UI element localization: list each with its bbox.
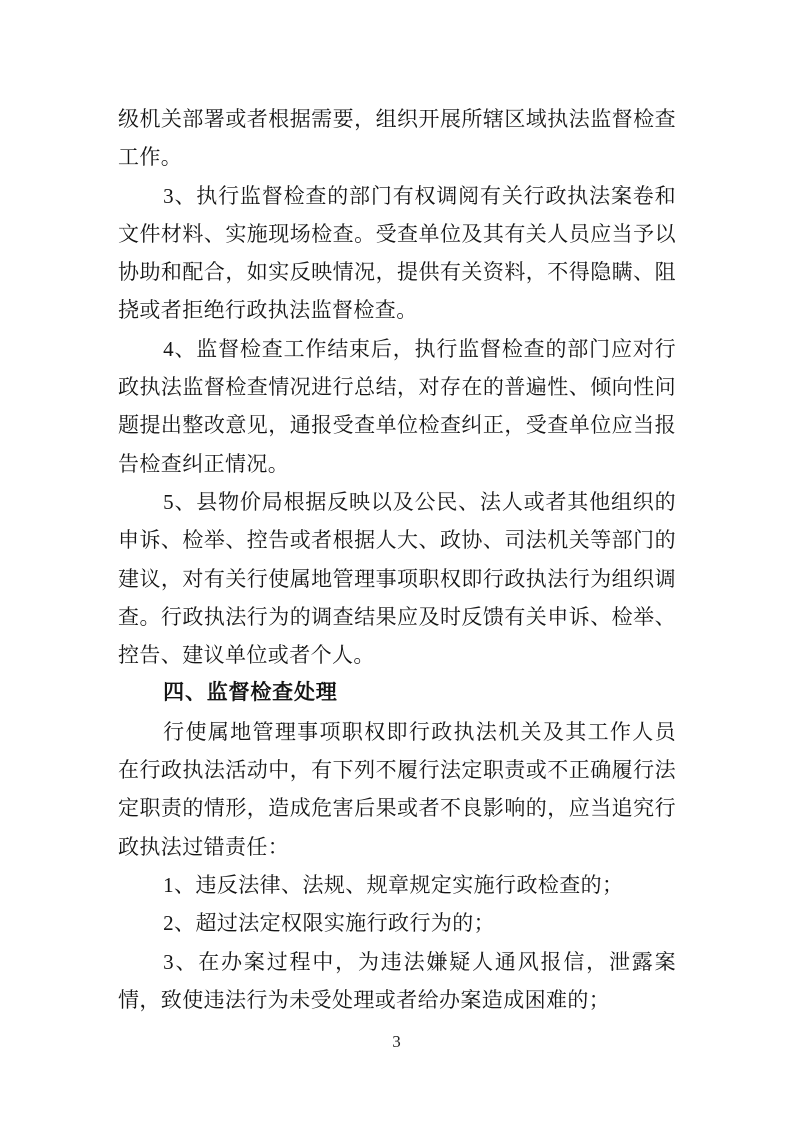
document-body	[118, 100, 676, 1019]
section-heading: 四、监督检查处理	[163, 681, 338, 705]
paragraph: 4、监督检查工作结束后，执行监督检查的部门应对行政执法监督检查情况进行总结，对存在的普遍性、倾向性问题提出整改意见，通报受查单位检查纠正，受查单位应当报告检查纠正情况。	[118, 336, 676, 476]
page-number: 3	[392, 1032, 401, 1051]
paragraph: 3、在办案过程中，为违法嫌疑人通风报信，泄露案情，致使违法行为未受处理或者给办案造成困难的；	[118, 949, 676, 1012]
paragraph: 1、违反法律、法规、规章规定实施行政检查的；	[163, 872, 624, 897]
paragraph: 级机关部署或者根据需要，组织开展所辖区域执法监督检查工作。	[118, 107, 676, 170]
paragraph: 5、县物价局根据反映以及公民、法人或者其他组织的申诉、检举、控告或者根据人大、政协、司法机关等部门的建议，对有关行使属地管理事项职权即行政执法行为组织调查。行政执法行为的调查结果应及时反馈有关申诉、检举、控告、建议单位或者个人。	[118, 489, 676, 668]
paragraph: 行使属地管理事项职权即行政执法机关及其工作人员在行政执法活动中，有下列不履行法定职责或不正确履行法定职责的情形，造成危害后果或者不良影响的，应当追究行政执法过错责任：	[118, 719, 676, 859]
paragraph: 2、超过法定权限实施行政行为的；	[163, 911, 496, 936]
page-footer	[0, 1032, 793, 1052]
paragraph: 3、执行监督检查的部门有权调阅有关行政执法案卷和文件材料、实施现场检查。受查单位及其有关人员应当予以协助和配合，如实反映情况，提供有关资料，不得隐瞒、阻挠或者拒绝行政执法监督检查。	[118, 183, 676, 323]
